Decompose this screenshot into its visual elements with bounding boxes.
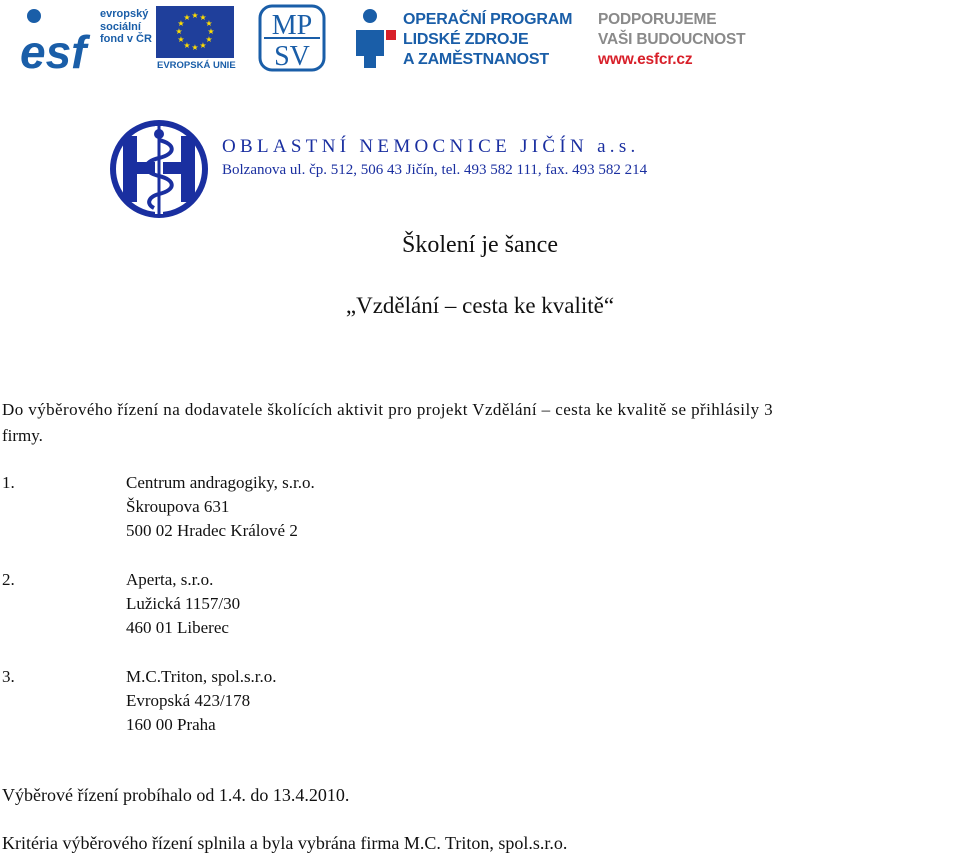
firm-number: 1. xyxy=(2,473,15,492)
svg-text:★: ★ xyxy=(177,19,185,28)
svg-text:★: ★ xyxy=(199,13,207,22)
document-title: Školení je šance xyxy=(402,232,558,258)
op-line: OPERAČNÍ PROGRAM xyxy=(403,11,573,28)
project-subtitle: „Vzdělání – cesta ke kvalitě“ xyxy=(345,293,615,318)
svg-text:★: ★ xyxy=(183,41,191,50)
esf-slogan xyxy=(598,10,745,70)
firm-number: 3. xyxy=(2,667,15,686)
esf-website-link[interactable]: www.esfcr.cz xyxy=(598,51,693,68)
svg-text:★: ★ xyxy=(177,35,185,44)
esf-caption-line: sociální xyxy=(100,20,141,33)
op-line: LIDSKÉ ZDROJE xyxy=(403,31,529,48)
firm-number: 2. xyxy=(2,570,15,589)
svg-text:★: ★ xyxy=(205,19,213,28)
firm-street: Škroupova 631 xyxy=(126,497,230,516)
logo-bar xyxy=(0,0,960,80)
svg-text:★: ★ xyxy=(207,27,215,36)
slogan-line: VAŠI BUDOUCNOST xyxy=(598,31,746,48)
hospital-address: Bolzanova ul. čp. 512, 506 43 Jičín, tel. 493 582 111, fax. 493 582 214 xyxy=(222,162,648,178)
svg-text:★: ★ xyxy=(199,41,207,50)
intro-line: firmy. xyxy=(2,426,43,445)
mpsv-mark-top: MP xyxy=(271,10,313,41)
intro-paragraph xyxy=(2,397,960,449)
slogan-line: PODPORUJEME xyxy=(598,11,717,28)
mpsv-logo-icon xyxy=(258,4,326,72)
svg-text:★: ★ xyxy=(175,27,183,36)
firm-name: Centrum andragogiky, s.r.o. xyxy=(126,473,315,492)
intro-line: Do výběrového řízení na dodavatele školících aktivit pro projekt Vzdělání – cesta ke kvalitě se přihlásily 3 xyxy=(2,400,774,419)
op-program-name xyxy=(403,10,572,70)
selection-result: Kritéria výběrového řízení splnila a byla vybrána firma M.C. Triton, spol.s.r.o. xyxy=(2,833,568,853)
svg-text:★: ★ xyxy=(183,13,191,22)
mpsv-mark-bottom: SV xyxy=(274,41,310,72)
esf-mark: esf xyxy=(20,26,87,72)
hospital-name: OBLASTNÍ NEMOCNICE JIČÍN a.s. xyxy=(222,136,640,157)
firm-name: Aperta, s.r.o. xyxy=(126,570,214,589)
selection-period: Výběrové řízení probíhalo od 1.4. do 13.4.2010. xyxy=(2,785,350,805)
eu-caption: EVROPSKÁ UNIE xyxy=(157,60,236,71)
svg-text:★: ★ xyxy=(205,35,213,44)
hospital-logo-icon xyxy=(106,118,212,220)
firm-name: M.C.Triton, spol.s.r.o. xyxy=(126,667,277,686)
esf-caption-line: fond v ČR xyxy=(100,33,152,45)
firm-street: Lužická 1157/30 xyxy=(126,594,241,613)
firm-city: 160 00 Praha xyxy=(126,715,216,734)
esf-caption-line: evropský xyxy=(100,8,149,20)
firm-city: 500 02 Hradec Králové 2 xyxy=(126,521,298,540)
firm-street: Evropská 423/178 xyxy=(126,691,251,710)
esf-caption xyxy=(100,8,152,46)
svg-text:★: ★ xyxy=(191,11,199,20)
svg-text:★: ★ xyxy=(191,43,199,52)
firm-city: 460 01 Liberec xyxy=(126,618,229,637)
op-line: A ZAMĚSTNANOST xyxy=(403,51,549,68)
